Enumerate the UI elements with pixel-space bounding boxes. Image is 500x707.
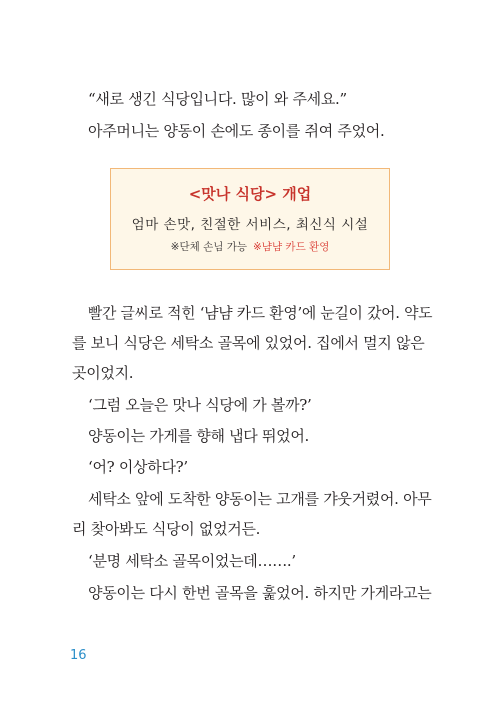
narration-line: 양동이는 다시 한번 골목을 훑었어. 하지만 가게라고는 bbox=[88, 584, 432, 602]
dialogue-line: “새로 생긴 식당입니다. 많이 와 주세요.” bbox=[88, 90, 347, 108]
thought-line: ‘어? 이상하다?’ bbox=[88, 458, 188, 476]
flyer-note-group: ※단체 손님 가능 bbox=[170, 241, 247, 253]
restaurant-flyer bbox=[110, 168, 390, 270]
narration-line: 양동이는 가게를 향해 냅다 뛰었어. bbox=[88, 427, 310, 445]
thought-line: ‘분명 세탁소 골목이었는데…….’ bbox=[88, 552, 296, 570]
narration-line: 리 찾아봐도 식당이 없었거든. bbox=[72, 520, 261, 538]
flyer-subtitle: 엄마 손맛, 친절한 서비스, 최신식 시설 bbox=[131, 217, 369, 233]
page-number: 16 bbox=[70, 648, 87, 663]
thought-line: ‘그럼 오늘은 맛나 식당에 가 볼까?’ bbox=[88, 396, 312, 414]
narration-line: 곳이었지. bbox=[72, 364, 134, 382]
narration-line: 아주머니는 양동이 손에도 종이를 쥐여 주었어. bbox=[88, 122, 385, 140]
flyer-note bbox=[111, 239, 389, 254]
flyer-note-card: ※냠냠 카드 환영 bbox=[253, 241, 330, 253]
narration-line: 를 보니 식당은 세탁소 골목에 있었어. 집에서 멀지 않은 bbox=[72, 334, 425, 352]
narration-line: 세탁소 앞에 도착한 양동이는 고개를 갸웃거렸어. 아무 bbox=[88, 490, 432, 508]
narration-line: 빨간 글씨로 적힌 ‘냠냠 카드 환영’에 눈길이 갔어. 약도 bbox=[87, 304, 433, 322]
flyer-title: <맛나 식당> 개업 bbox=[188, 185, 312, 203]
